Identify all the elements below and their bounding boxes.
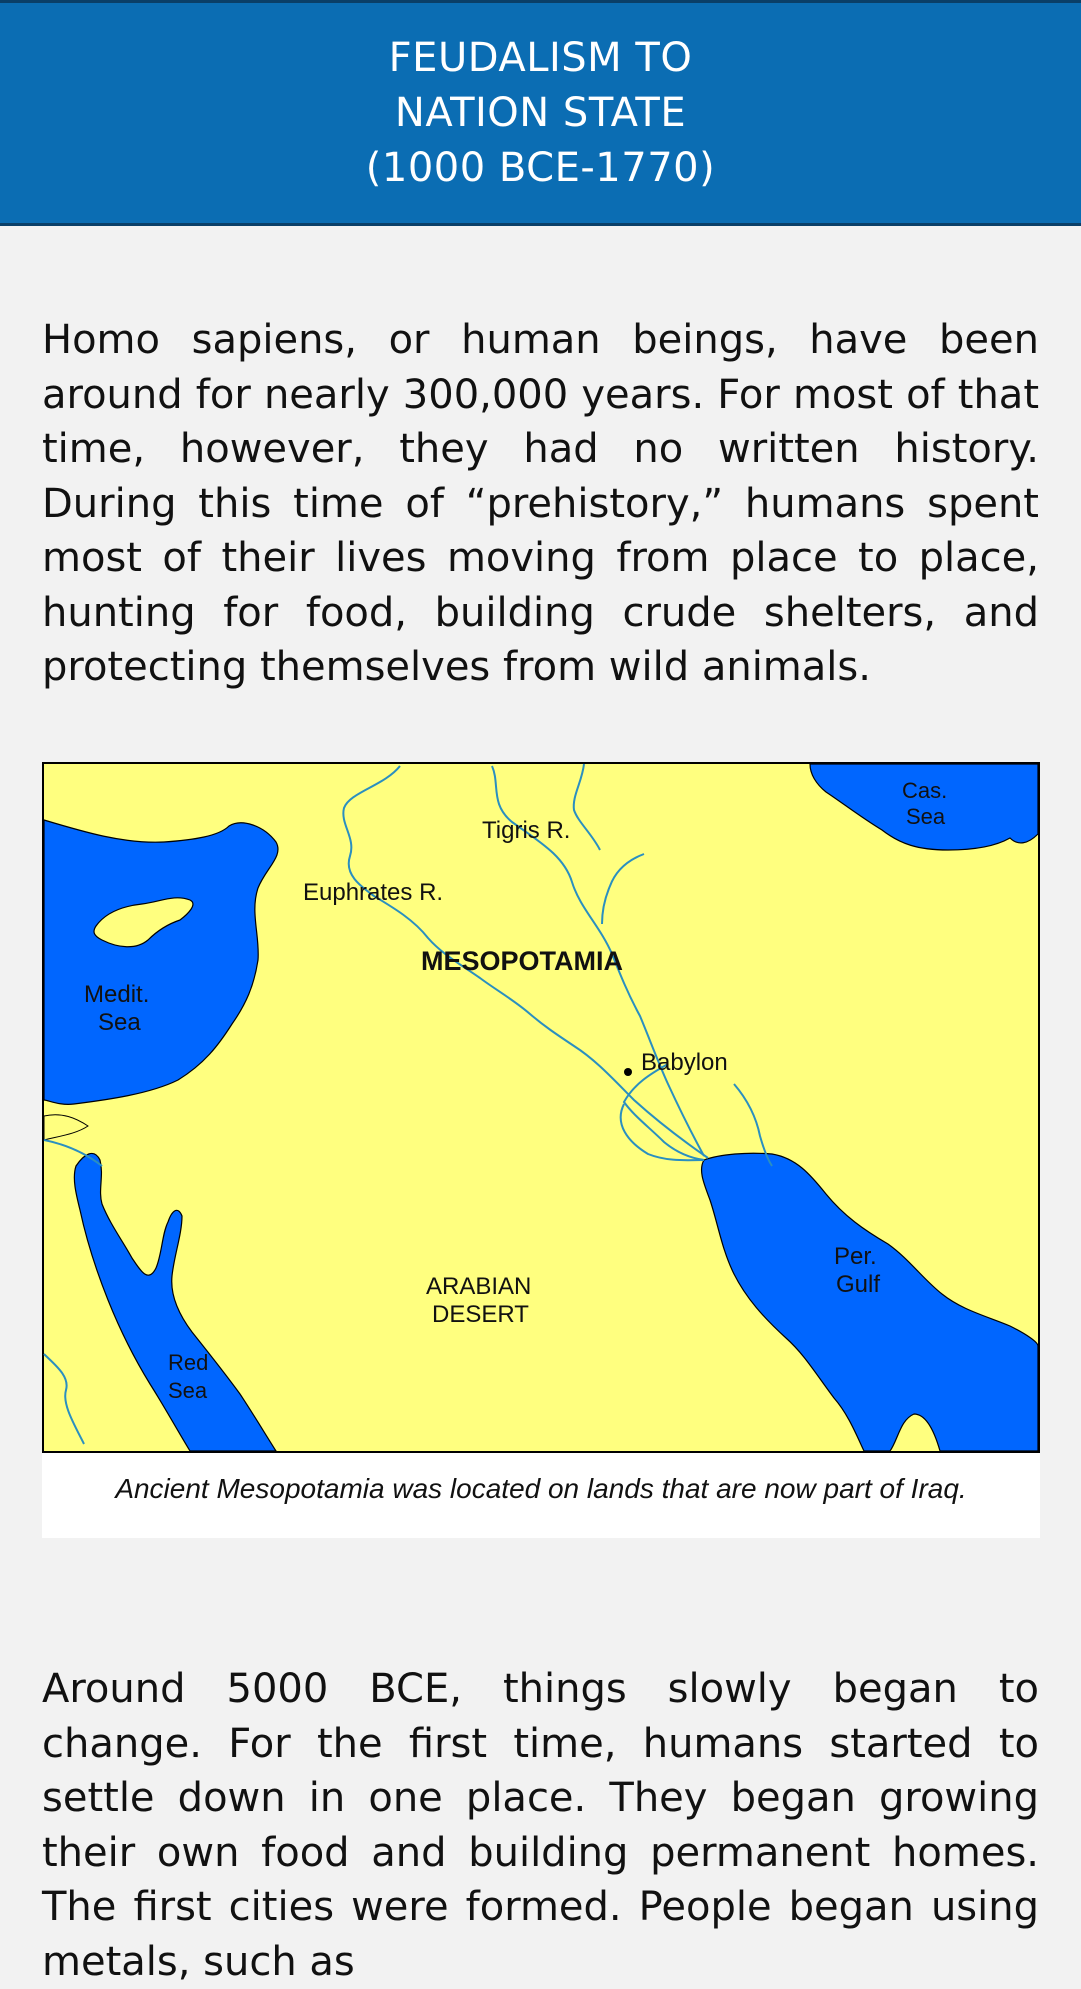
page-title-line-3: (1000 BCE-1770) — [365, 144, 716, 191]
label-babylon: Babylon — [641, 1049, 728, 1076]
label-mesopotamia: MESOPOTAMIA — [421, 946, 623, 976]
label-tigris: Tigris R. — [482, 817, 571, 844]
label-red-sea-line-2: Sea — [168, 1378, 208, 1403]
body-paragraph: Around 5000 BCE, things slowly began to change. For the first time, humans started to settle down in one place. They began growing their own food and building permanent homes. The first cities were formed. People began using metals, such as — [42, 1666, 1039, 1985]
page-title-line-2: NATION STATE — [394, 89, 687, 136]
label-arabian-line-1: ARABIAN — [426, 1273, 532, 1300]
page-title-line-1: FEUDALISM TO — [388, 34, 693, 81]
mesopotamia-map — [42, 762, 1040, 1453]
label-medit-line-1: Medit. — [84, 981, 150, 1008]
label-gulf-line-1: Per. — [834, 1243, 877, 1270]
map-figure — [42, 762, 1040, 1538]
intro-paragraph: Homo sapiens, or human beings, have been around for nearly 300,000 years. For most of that time, however, they had no written history. During this time of “prehistory,” humans spent most of their lives moving from place to place, hunting for food, building crude shelters, and protecting themselves from wild animals. — [42, 317, 1039, 690]
app-header — [0, 0, 1081, 226]
label-caspian-line-2: Sea — [906, 804, 946, 829]
label-medit-line-2: Sea — [98, 1009, 141, 1036]
label-euphrates: Euphrates R. — [303, 879, 444, 906]
label-arabian-line-2: DESERT — [432, 1301, 529, 1328]
label-red-sea-line-1: Red — [168, 1350, 209, 1375]
label-gulf-line-2: Gulf — [836, 1271, 881, 1298]
label-caspian-line-1: Cas. — [902, 778, 948, 803]
babylon-marker — [624, 1068, 632, 1076]
map-caption: Ancient Mesopotamia was located on lands that are now part of Iraq. — [115, 1473, 967, 1504]
